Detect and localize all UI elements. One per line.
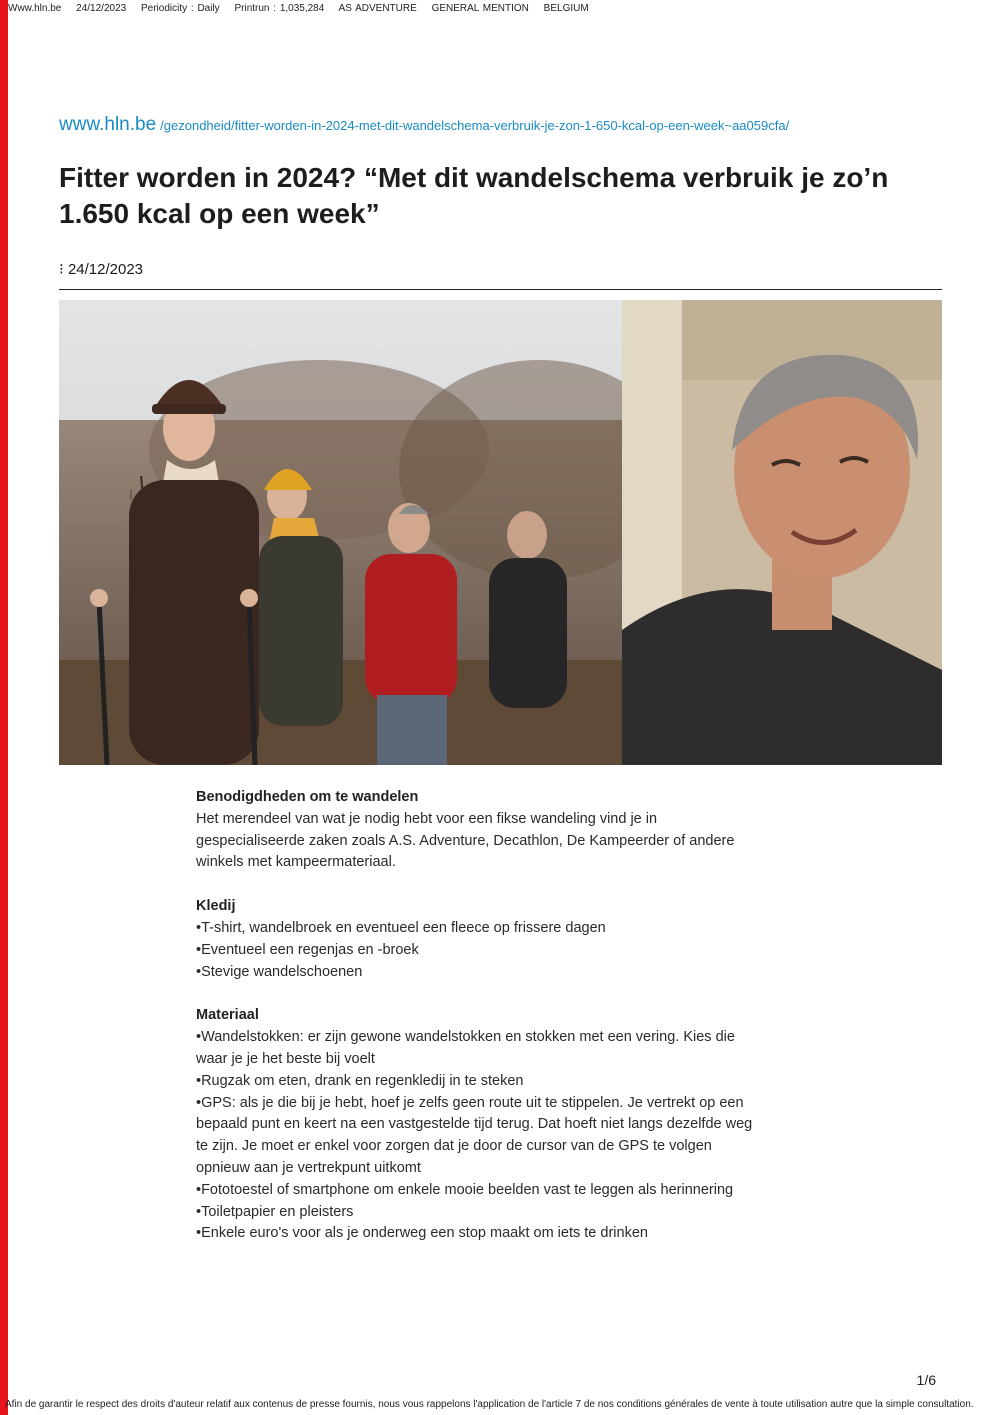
list-item: • Stevige wandelschoenen [196, 962, 756, 984]
press-clipping-meta-bar [8, 3, 600, 14]
list-item: • Wandelstokken: er zijn gewone wandelstokken en stokken met een vering. Kies die waar je je het beste bij voelt [196, 1027, 756, 1071]
portrait-illustration [622, 300, 942, 765]
copyright-footer: Afin de garantir le respect des droits d'auteur relatif aux contenus de presse fournis, nous vous rappelons l'application de l'article 7 de nos conditions générales de vente à toute utilisation autre que la simple consultation. [5, 1399, 974, 1410]
list-item: • T-shirt, wandelbroek en eventueel een fleece op frissere dagen [196, 918, 756, 940]
meta-source: Www.hln.be [8, 3, 62, 14]
list-item: • Fototoestel of smartphone om enkele mooie beelden vast te leggen als herinnering [196, 1180, 756, 1202]
article-date: 24/12/2023 [67, 261, 144, 278]
clothing-heading: Kledij [196, 898, 236, 915]
inset-spacer [196, 983, 756, 1005]
list-item: • Toiletpapier en pleisters [196, 1202, 756, 1224]
clothing-list [196, 918, 756, 983]
inset-spacer [196, 874, 756, 896]
article-url[interactable] [59, 114, 789, 136]
list-item: • Enkele euro's voor als je onderweg een stop maakt om iets te drinken [196, 1223, 756, 1245]
red-margin-bar [0, 0, 8, 1415]
portrait-photo [622, 300, 942, 765]
date-marker: ⁝ [59, 261, 68, 278]
hikers-photo [59, 300, 663, 765]
meta-date: 24/12/2023 [76, 3, 127, 14]
list-item: • Eventueel een regenjas en -broek [196, 940, 756, 962]
article-headline: Fitter worden in 2024? “Met dit wandelschema verbruik je zo’n 1.650 kcal op een week” [59, 162, 889, 229]
meta-client: AS ADVENTURE [338, 3, 417, 14]
meta-periodicity: Periodicity : Daily [140, 3, 220, 14]
inset-heading: Benodigdheden om te wandelen [196, 789, 419, 805]
material-list [196, 1027, 756, 1245]
meta-country: BELGIUM [543, 3, 589, 14]
article-date-line [59, 260, 143, 278]
inset-intro: Het merendeel van wat je nodig hebt voor een fikse wandeling vind je in gespecialiseerde zaken zoals A.S. Adventure, Decathlon, De Kampeerder of andere winkels met kampeermateriaal. [196, 810, 735, 871]
url-path[interactable]: /gezondheid/fitter-worden-in-2024-met-dit-wandelschema-verbruik-je-zon-1-650-kcal-op-een-week~aa059cfa/ [160, 118, 790, 133]
equipment-inset [196, 787, 756, 1245]
page-number: 1/6 [916, 1372, 936, 1388]
hikers-illustration [59, 300, 663, 765]
header-divider [59, 289, 942, 290]
meta-mention: GENERAL MENTION [431, 3, 529, 14]
meta-printrun: Printrun : 1,035,284 [234, 3, 325, 14]
material-heading: Materiaal [196, 1007, 259, 1024]
list-item: • GPS: als je die bij je hebt, hoef je zelfs geen route uit te stippelen. Je vertrekt op een bepaald punt en keert na een vastgestelde tijd terug. Dat hoeft niet langs dezelfde weg te zijn. Je moet er enkel voor zorgen dat je door de cursor van de GPS te volgen opnieuw aan je vertrekpunt uitkomt [196, 1093, 756, 1180]
list-item: • Rugzak om eten, drank en regenkledij in te steken [196, 1071, 756, 1093]
url-domain[interactable]: www.hln.be [59, 114, 157, 135]
